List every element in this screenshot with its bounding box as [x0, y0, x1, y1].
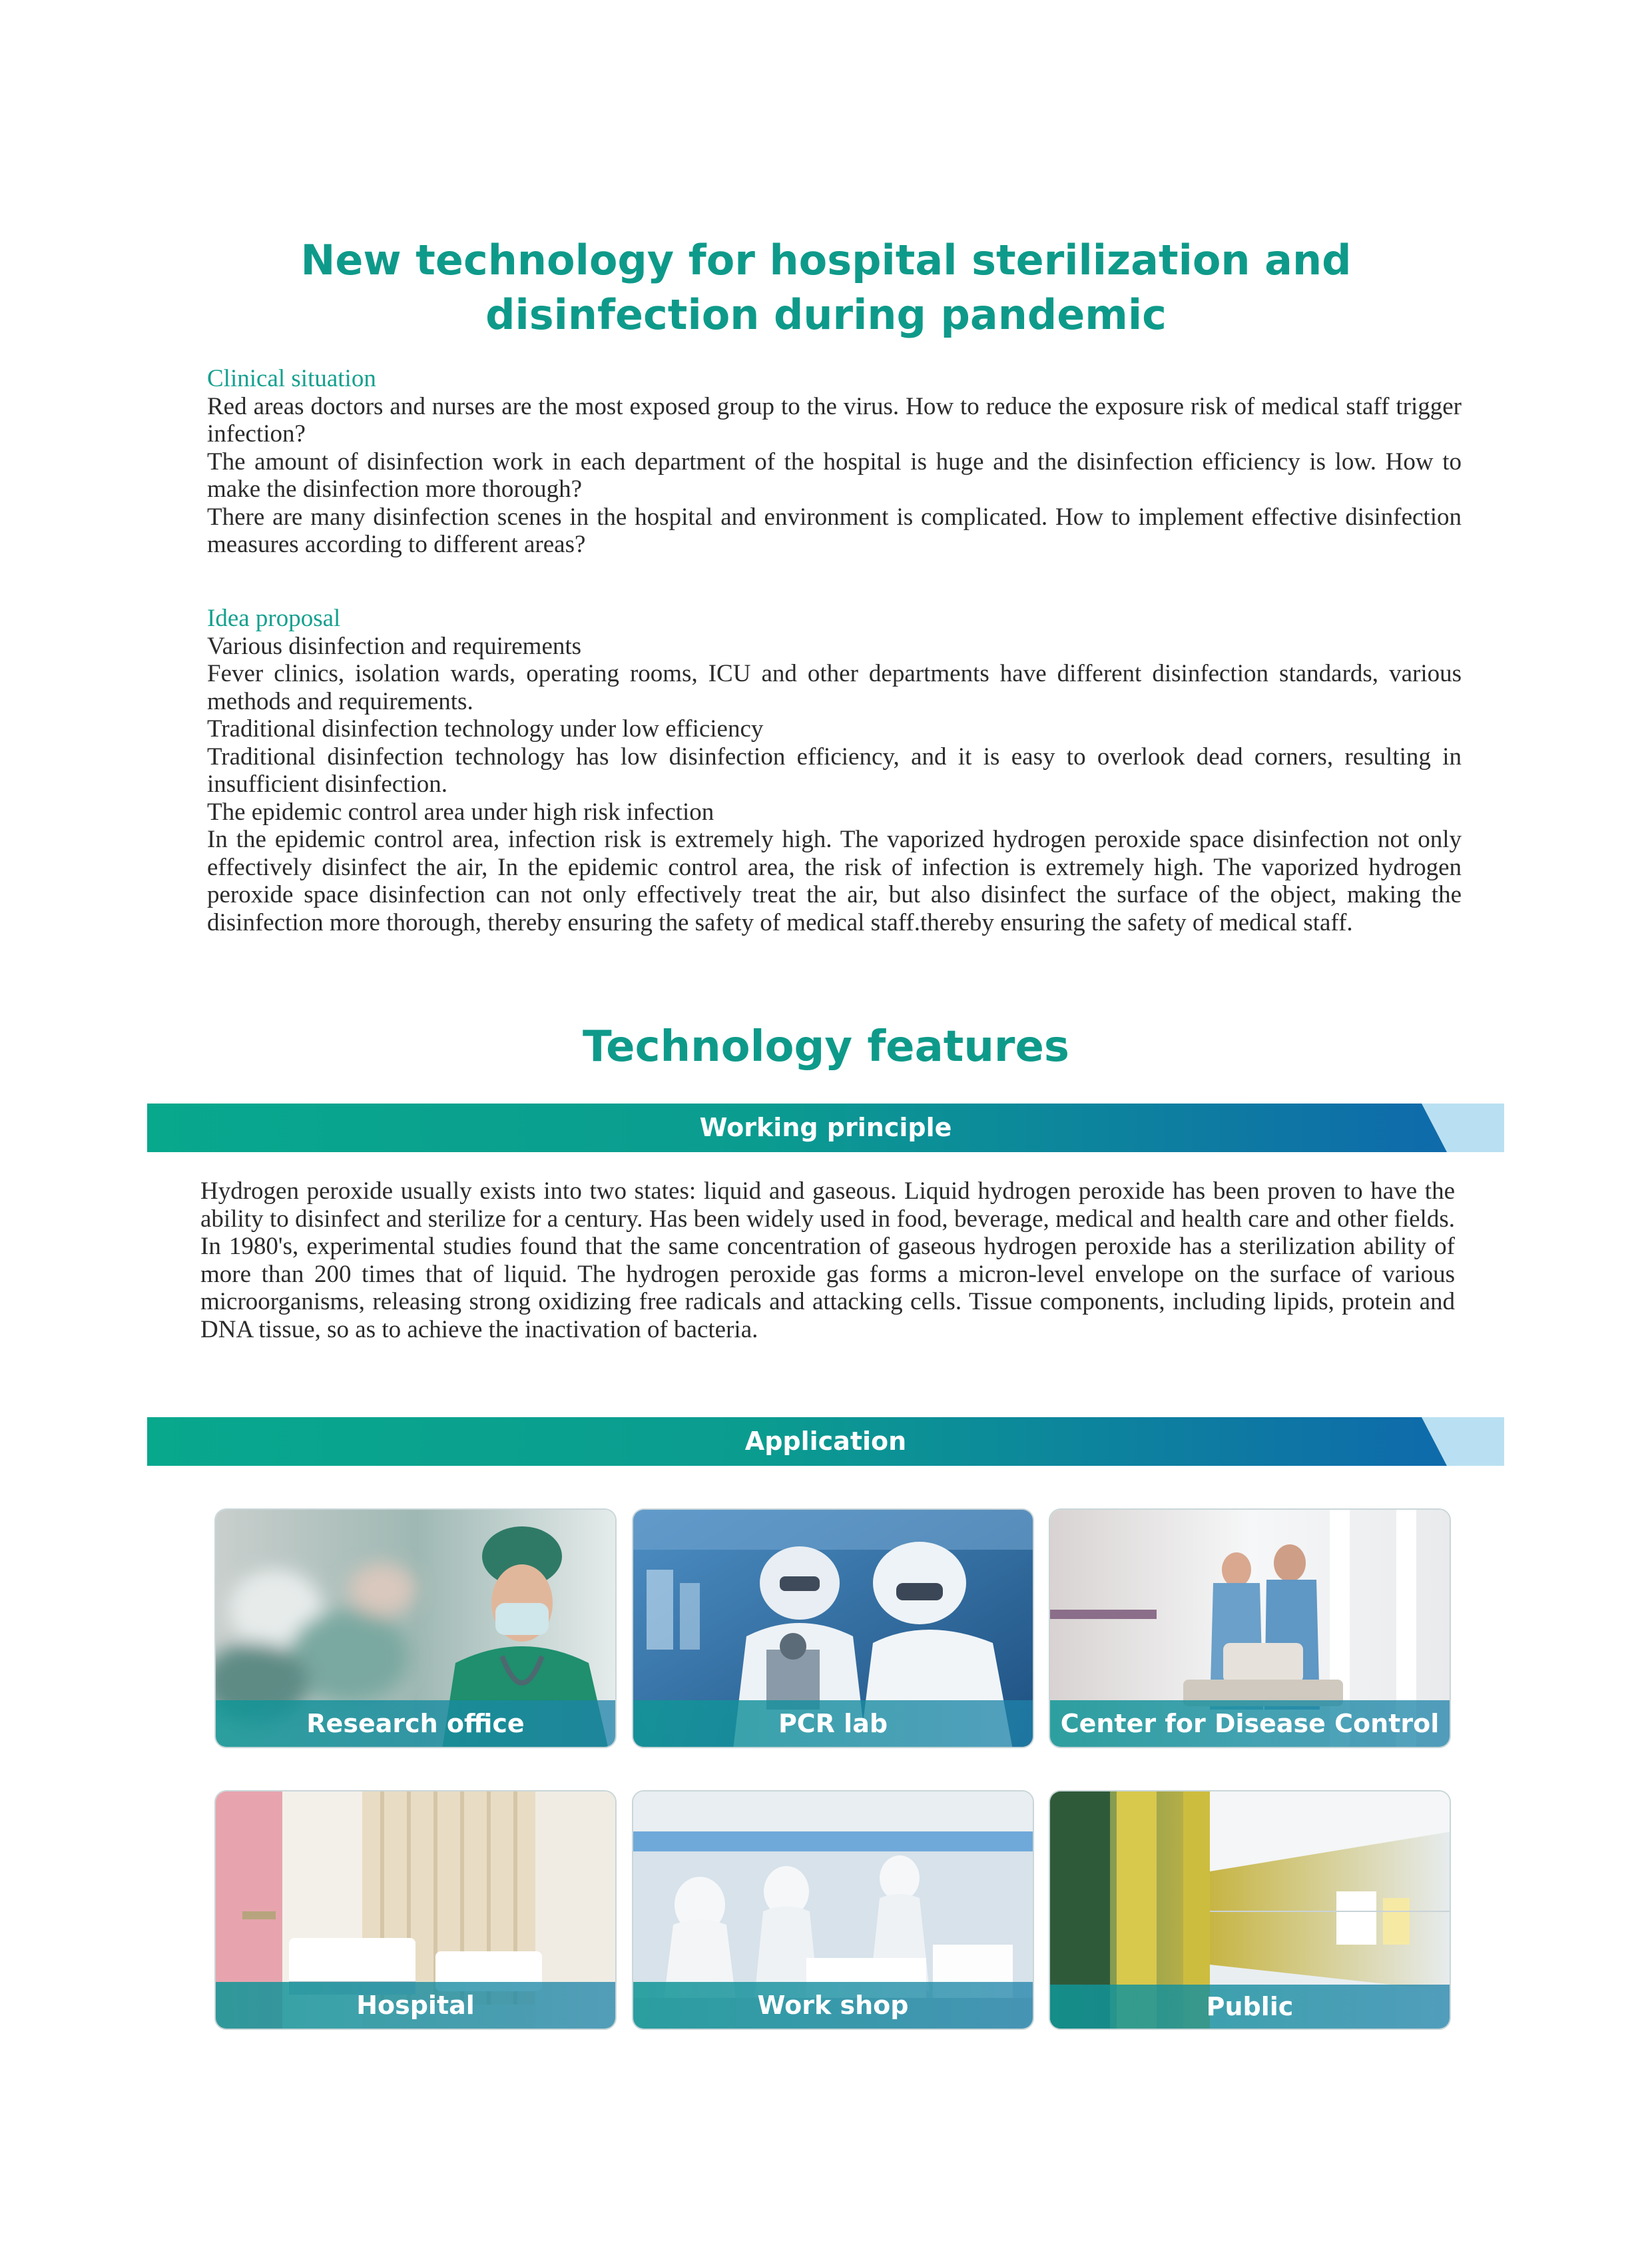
application-caption: Hospital: [216, 1982, 615, 2029]
application-caption: PCR lab: [633, 1700, 1033, 1747]
idea-subheading: The epidemic control area under high risk infection: [207, 798, 714, 826]
application-card-center-for-disease-control: [1049, 1508, 1451, 1748]
idea-paragraph: In the epidemic control area, infection risk is extremely high. The vaporized hydrogen peroxide space disinfection not only effectively disinfect the air, In the epidemic control area, the risk of infection is extremely high. The vaporized hydrogen peroxide space disinfection can not only effectively treat the air, but also disinfect the surface of the object, making the disinfection more thorough, thereby ensuring the safety of medical staff.thereby ensuring the safety of medical staff.: [207, 826, 1462, 936]
working-principle-label: Working principle: [699, 1113, 952, 1142]
technology-features-heading: Technology features: [583, 1022, 1069, 1072]
application-card-pcr-lab: [632, 1508, 1034, 1748]
clinical-paragraph: There are many disinfection scenes in the hospital and environment is complicated. How to implement effective disinfection measures according to different areas?: [207, 503, 1462, 558]
application-card-hospital: [214, 1790, 617, 2030]
page-title-line-2: disinfection during pandemic: [485, 290, 1167, 339]
application-card-work-shop: [632, 1790, 1034, 2030]
working-principle-banner: [147, 1104, 1504, 1152]
idea-paragraph: Traditional disinfection technology has low disinfection efficiency, and it is easy to overlook dead corners, resulting in insufficient disinfection.: [207, 743, 1462, 798]
application-banner: [147, 1417, 1504, 1466]
idea-subheading: Traditional disinfection technology under low efficiency: [207, 715, 764, 743]
application-card-research-office: [214, 1508, 617, 1748]
idea-proposal-section: [207, 605, 1462, 936]
page-title: [0, 233, 1652, 342]
application-card-public: [1049, 1790, 1451, 2030]
clinical-paragraph: The amount of disinfection work in each department of the hospital is huge and the disinfection efficiency is low. How to make the disinfection more thorough?: [207, 448, 1462, 503]
application-caption: Work shop: [633, 1982, 1033, 2029]
clinical-paragraph: Red areas doctors and nurses are the most exposed group to the virus. How to reduce the exposure risk of medical staff trigger infection?: [207, 392, 1462, 448]
idea-subheading: Various disinfection and requirements: [207, 632, 582, 660]
clinical-situation-section: [207, 365, 1462, 559]
page-title-line-1: New technology for hospital sterilization and: [300, 236, 1352, 284]
application-label: Application: [744, 1427, 907, 1456]
application-caption: Center for Disease Control: [1050, 1700, 1450, 1747]
application-caption: Research office: [216, 1700, 615, 1747]
idea-paragraph: Fever clinics, isolation wards, operating rooms, ICU and other departments have different disinfection standards, various methods and requirements.: [207, 660, 1462, 715]
clinical-situation-heading: Clinical situation: [207, 365, 376, 392]
working-principle-text: Hydrogen peroxide usually exists into two states: liquid and gaseous. Liquid hydrogen peroxide has been proven to have the ability to disinfect and sterilize for a century. Has been widely used in food, beverage, medical and health care and other fields. In 1980's, experimental studies found that the same concentration of gaseous hydrogen peroxide has a sterilization ability of more than 200 times that of liquid. The hydrogen peroxide gas forms a micron-level envelope on the surface of various microorganisms, releasing strong oxidizing free radicals and attacking cells. Tissue components, including lipids, protein and DNA tissue, so as to achieve the inactivation of bacteria.: [200, 1177, 1455, 1343]
idea-proposal-heading: Idea proposal: [207, 605, 341, 632]
application-caption: Public: [1050, 1985, 1450, 2029]
